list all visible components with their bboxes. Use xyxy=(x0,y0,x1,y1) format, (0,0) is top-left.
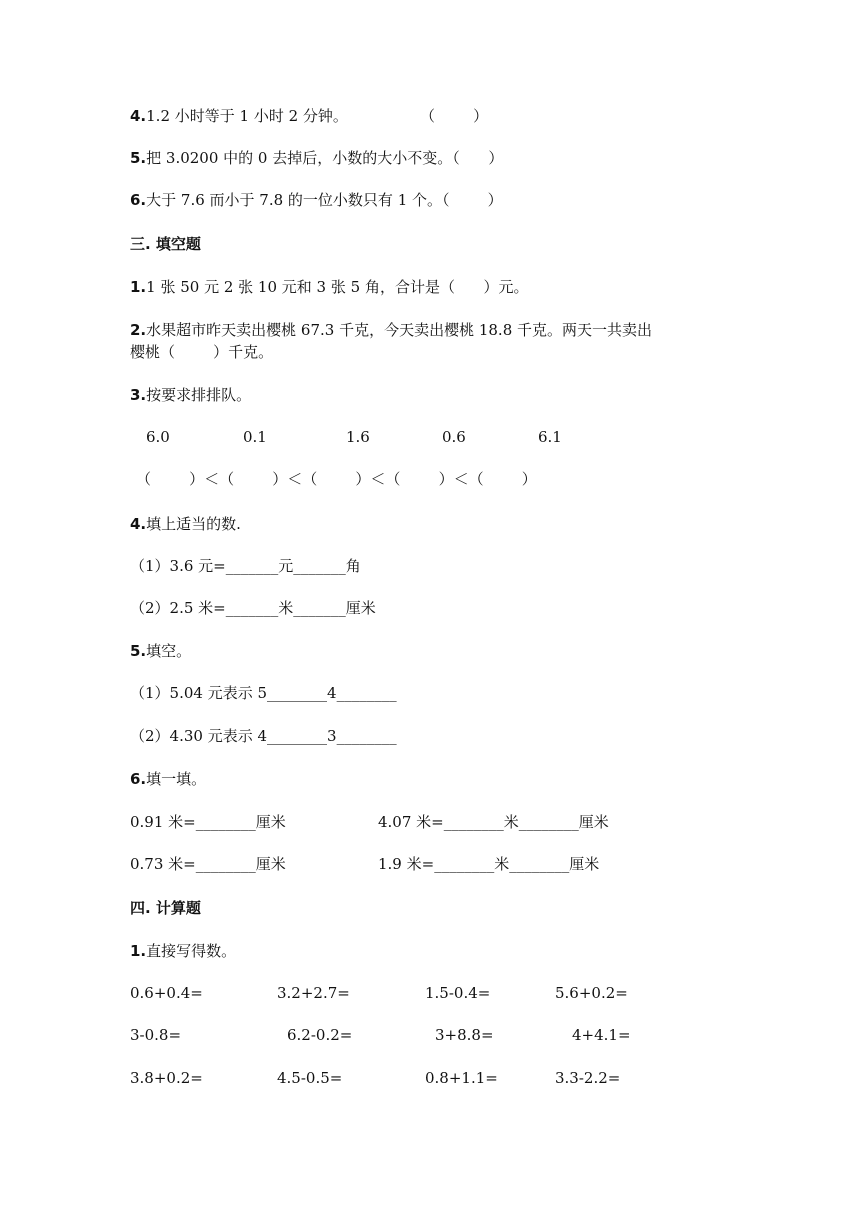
question-number: 4. xyxy=(130,107,147,125)
sort-order-line[interactable]: （ ）＜（ ）＜（ ）＜（ ）＜（ ） xyxy=(136,470,537,488)
question-text: 填一填。 xyxy=(146,770,207,788)
question-text: 填空。 xyxy=(146,642,192,660)
question-text: 直接写得数。 xyxy=(146,942,237,960)
fill-question-2 xyxy=(130,320,652,340)
calc-question-1 xyxy=(130,941,236,961)
fill-question-4b[interactable]: （2）2.5 米=_______米_______厘米 xyxy=(130,599,376,617)
question-text: 1.2 小时等于 1 小时 2 分钟。 xyxy=(146,107,348,125)
answer-paren[interactable]: （ ） xyxy=(420,107,489,125)
question-text: 水果超市昨天卖出樱桃 67.3 千克，今天卖出樱桃 18.8 千克。两天一共卖出 xyxy=(146,321,653,339)
fill-question-5b[interactable]: （2）4.30 元表示 4________3________ xyxy=(130,727,397,745)
calc-item[interactable]: 0.8+1.1= xyxy=(425,1069,498,1087)
calc-item[interactable]: 3.3-2.2= xyxy=(555,1069,621,1087)
sort-value: 0.6 xyxy=(442,428,466,446)
fill-question-6b1[interactable]: 0.73 米=________厘米 xyxy=(130,855,286,873)
question-number: 3. xyxy=(130,386,147,404)
question-text: 把 3.0200 中的 0 去掉后，小数的大小不变。（ ） xyxy=(146,149,504,167)
fill-question-5 xyxy=(130,641,191,661)
question-number: 2. xyxy=(130,321,147,339)
question-number: 6. xyxy=(130,191,147,209)
fill-question-6a1[interactable]: 0.91 米=________厘米 xyxy=(130,813,286,831)
judge-question-4 xyxy=(130,106,348,126)
section-title-fill: 三. 填空题 xyxy=(130,235,201,253)
calc-item[interactable]: 3+8.8= xyxy=(435,1026,494,1044)
calc-item[interactable]: 1.5-0.4= xyxy=(425,984,491,1002)
question-text: 大于 7.6 而小于 7.8 的一位小数只有 1 个。（ ） xyxy=(146,191,503,209)
calc-item[interactable]: 0.6+0.4= xyxy=(130,984,203,1002)
question-number: 1. xyxy=(130,278,147,296)
calc-item[interactable]: 4.5-0.5= xyxy=(277,1069,343,1087)
sort-value: 0.1 xyxy=(243,428,267,446)
judge-question-6 xyxy=(130,190,503,210)
question-number: 6. xyxy=(130,770,147,788)
fill-question-5a[interactable]: （1）5.04 元表示 5________4________ xyxy=(130,684,397,702)
question-number: 4. xyxy=(130,515,147,533)
fill-question-4 xyxy=(130,514,241,534)
sort-value: 6.1 xyxy=(538,428,562,446)
calc-item[interactable]: 3-0.8= xyxy=(130,1026,182,1044)
question-number: 5. xyxy=(130,149,147,167)
question-number: 1. xyxy=(130,942,147,960)
question-text: 1 张 50 元 2 张 10 元和 3 张 5 角，合计是（ ）元。 xyxy=(146,278,529,296)
question-number: 5. xyxy=(130,642,147,660)
judge-question-5 xyxy=(130,148,503,168)
fill-question-2-line2: 樱桃（ ）千克。 xyxy=(130,343,274,361)
calc-item[interactable]: 4+4.1= xyxy=(572,1026,631,1044)
section-title-calc: 四. 计算题 xyxy=(130,899,201,917)
fill-question-4a[interactable]: （1）3.6 元=_______元_______角 xyxy=(130,557,361,575)
calc-item[interactable]: 3.8+0.2= xyxy=(130,1069,203,1087)
fill-question-6a2[interactable]: 4.07 米=________米________厘米 xyxy=(378,813,609,831)
sort-value: 1.6 xyxy=(346,428,370,446)
calc-item[interactable]: 6.2-0.2= xyxy=(287,1026,353,1044)
fill-question-6 xyxy=(130,769,206,789)
question-text: 按要求排排队。 xyxy=(146,386,252,404)
sort-value: 6.0 xyxy=(146,428,170,446)
fill-question-1 xyxy=(130,277,529,297)
fill-question-3 xyxy=(130,385,251,405)
calc-item[interactable]: 3.2+2.7= xyxy=(277,984,350,1002)
fill-question-6b2[interactable]: 1.9 米=________米________厘米 xyxy=(378,855,600,873)
calc-item[interactable]: 5.6+0.2= xyxy=(555,984,628,1002)
question-text: 填上适当的数. xyxy=(146,515,241,533)
